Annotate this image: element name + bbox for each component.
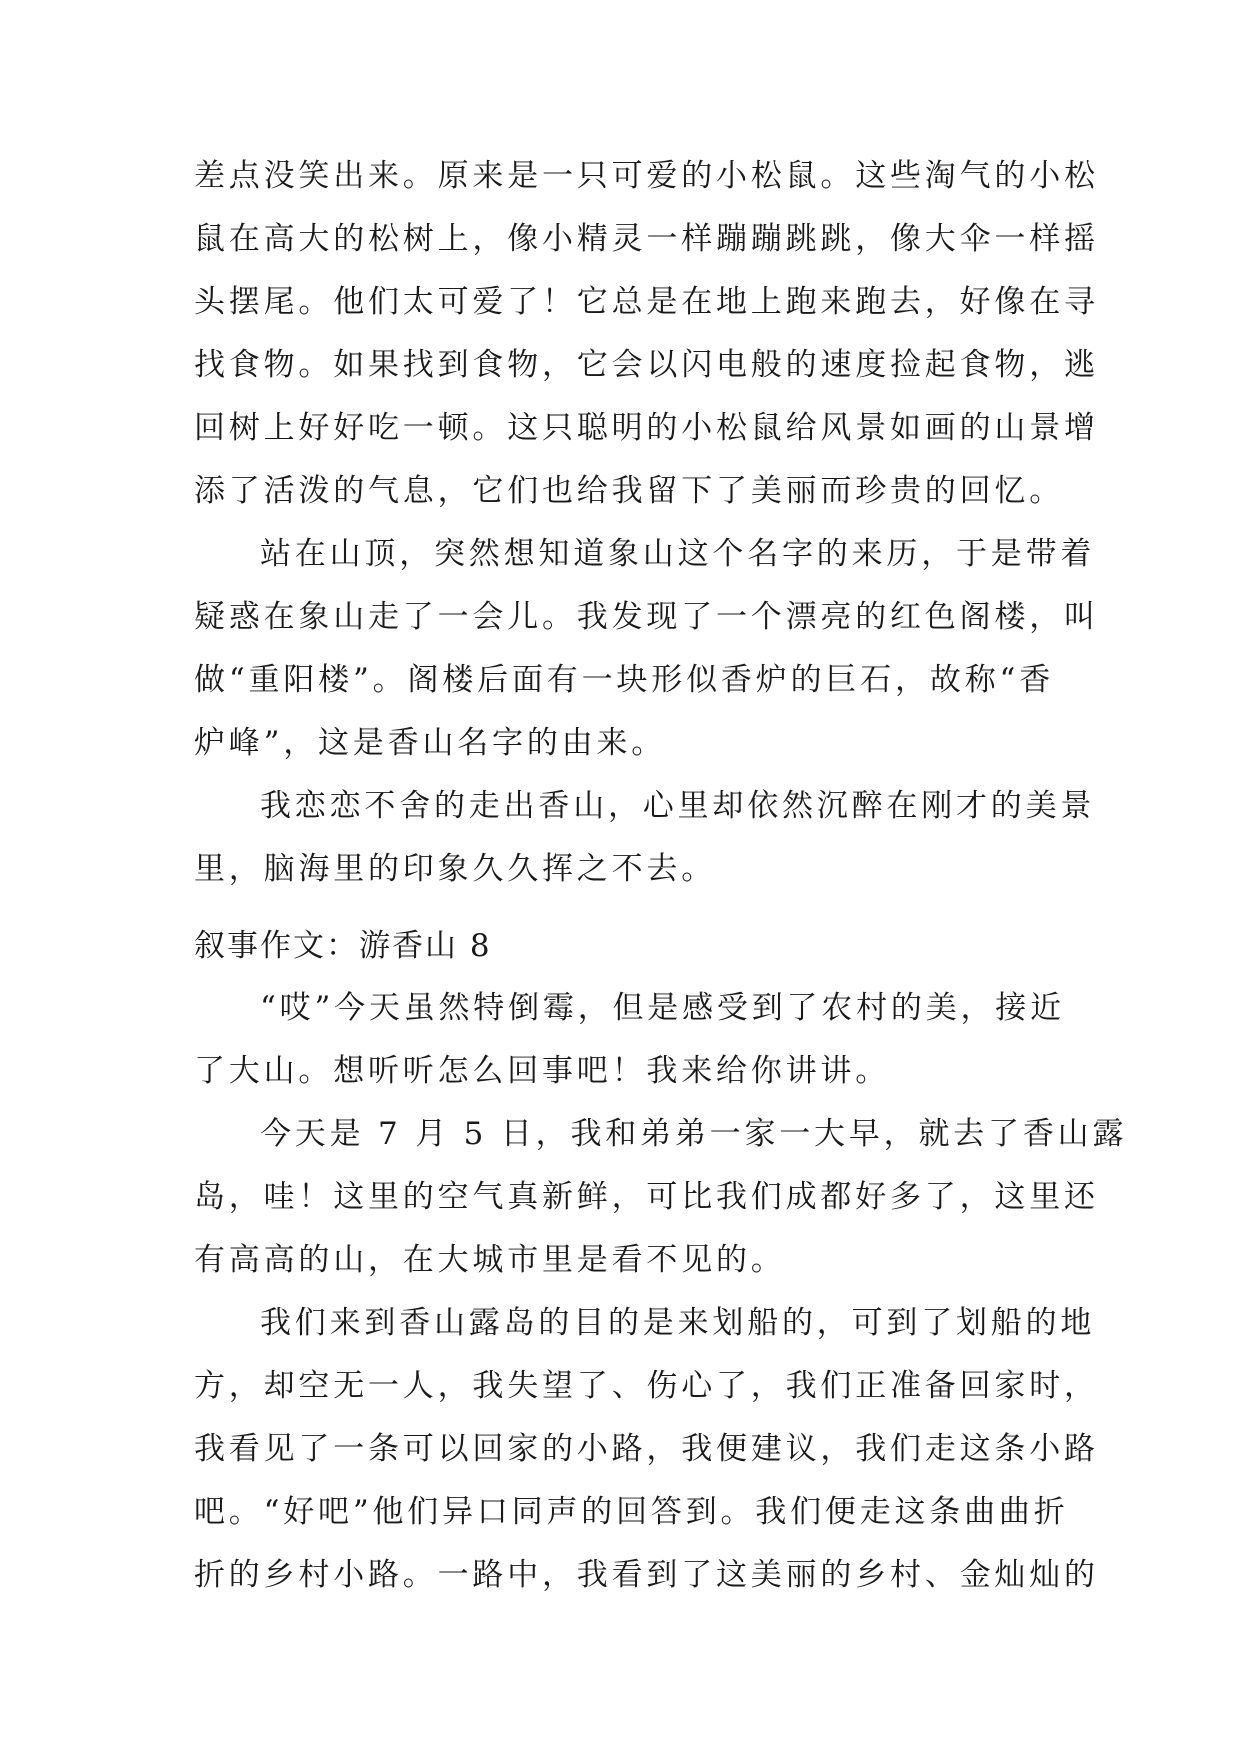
text-line: 吧。“好吧”他们异口同声的回答到。我们便走这条曲曲折 bbox=[194, 1494, 1069, 1530]
essay-heading: 叙事作文：游香山 8 bbox=[194, 928, 492, 964]
text-line: 疑惑在象山走了一会儿。我发现了一个漂亮的红色阁楼，叫 bbox=[194, 599, 1099, 635]
text-line: 添了活泼的气息，它们也给我留下了美丽而珍贵的回忆。 bbox=[194, 473, 1064, 509]
paragraph-first-line: 站在山顶，突然想知道象山这个名字的来历，于是带着 bbox=[260, 536, 1096, 572]
paragraph-first-line: 我们来到香山露岛的目的是来划船的，可到了划船的地 bbox=[260, 1305, 1096, 1341]
essay-text-block-2 bbox=[194, 977, 1128, 1607]
paragraph-first-line: 我恋恋不舍的走出香山，心里却依然沉醉在刚才的美景 bbox=[260, 788, 1096, 824]
text-line: 方，却空无一人，我失望了、伤心了，我们正准备回家时， bbox=[194, 1368, 1099, 1404]
text-line: 找食物。如果找到食物，它会以闪电般的速度捡起食物，逃 bbox=[194, 347, 1099, 383]
essay-text-block-1 bbox=[194, 145, 1099, 901]
text-line: 头摆尾。他们太可爱了！它总是在地上跑来跑去，好像在寻 bbox=[194, 284, 1099, 320]
essay-heading-block bbox=[194, 915, 1054, 978]
text-line: 差点没笑出来。原来是一只可爱的小松鼠。这些淘气的小松 bbox=[194, 158, 1099, 194]
paragraph-first-line: “哎”今天虽然特倒霉，但是感受到了农村的美，接近 bbox=[260, 990, 1065, 1026]
text-line: 做“重阳楼”。阁楼后面有一块形似香炉的巨石，故称“香 bbox=[194, 662, 1054, 698]
text-line: 里，脑海里的印象久久挥之不去。 bbox=[194, 851, 716, 887]
text-line: 岛，哇！这里的空气真新鲜，可比我们成都好多了，这里还 bbox=[194, 1179, 1099, 1215]
text-line: 折的乡村小路。一路中，我看到了这美丽的乡村、金灿灿的 bbox=[194, 1557, 1099, 1593]
text-line: 我看见了一条可以回家的小路，我便建议，我们走这条小路 bbox=[194, 1431, 1099, 1467]
text-line: 有高高的山，在大城市里是看不见的。 bbox=[194, 1242, 786, 1278]
text-line: 鼠在高大的松树上，像小精灵一样蹦蹦跳跳，像大伞一样摇 bbox=[194, 221, 1099, 257]
paragraph-first-line: 今天是 7 月 5 日，我和弟弟一家一大早，就去了香山露 bbox=[260, 1116, 1128, 1152]
text-line: 回树上好好吃一顿。这只聪明的小松鼠给风景如画的山景增 bbox=[194, 410, 1099, 446]
text-line: 炉峰”，这是香山名字的由来。 bbox=[194, 725, 667, 761]
text-line: 了大山。想听听怎么回事吧！我来给你讲讲。 bbox=[194, 1053, 890, 1089]
